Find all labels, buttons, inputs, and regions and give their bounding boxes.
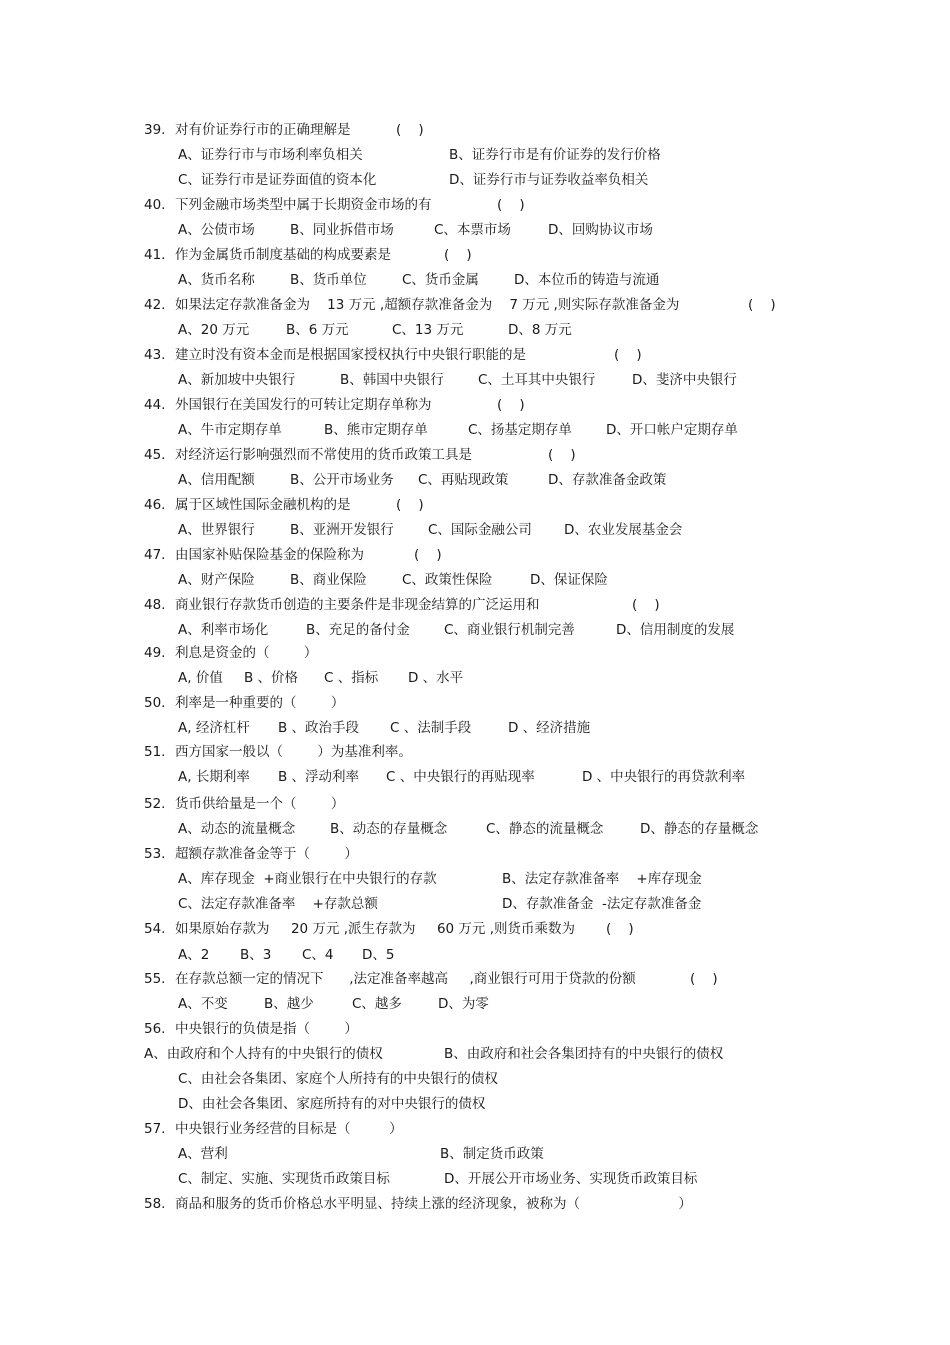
question-stem: 利率是一种重要的（ ） bbox=[175, 695, 345, 711]
option-c: C 、法制手段 bbox=[390, 720, 472, 736]
option-b: B、亚洲开发银行 bbox=[290, 522, 394, 538]
question-number: 58. bbox=[144, 1196, 166, 1212]
option-d: D、开展公开市场业务、实现货币政策目标 bbox=[444, 1171, 698, 1187]
option-a: A、财产保险 bbox=[178, 572, 255, 588]
answer-paren: ( ) bbox=[396, 497, 424, 513]
option-a: A、营利 bbox=[178, 1146, 228, 1162]
question-stem: 对有价证券行市的正确理解是 bbox=[175, 122, 351, 138]
answer-paren: ( ) bbox=[748, 297, 776, 313]
option-b: B 、浮动利率 bbox=[278, 769, 360, 785]
option-d: D 、中央银行的再贷款利率 bbox=[582, 769, 746, 785]
option-a: A、货币名称 bbox=[178, 272, 255, 288]
option-b: B、制定货币政策 bbox=[440, 1146, 544, 1162]
option-b: B、公开市场业务 bbox=[290, 472, 394, 488]
question-number: 51. bbox=[144, 744, 166, 760]
option-d: D、由社会各集团、家庭所持有的对中央银行的债权 bbox=[178, 1096, 486, 1112]
option-d: D、静态的存量概念 bbox=[640, 821, 759, 837]
question-number: 48. bbox=[144, 597, 166, 613]
option-a: A、证券行市与市场利率负相关 bbox=[178, 147, 363, 163]
option-b: B 、价格 bbox=[244, 670, 299, 686]
option-b: B、越少 bbox=[264, 996, 314, 1012]
answer-paren: ( ) bbox=[690, 971, 718, 987]
option-b: B、6 万元 bbox=[286, 322, 349, 338]
option-b: B、由政府和社会各集团持有的中央银行的债权 bbox=[444, 1046, 724, 1062]
option-d: D、存款准备金 -法定存款准备金 bbox=[502, 896, 702, 912]
answer-paren: ( ) bbox=[497, 197, 525, 213]
option-c: C、国际金融公司 bbox=[428, 522, 532, 538]
option-c: C、政策性保险 bbox=[402, 572, 493, 588]
option-c: C、4 bbox=[302, 947, 334, 963]
option-b: B、商业保险 bbox=[290, 572, 367, 588]
question-stem: 如果法定存款准备金为 13 万元 ,超额存款准备金为 7 万元 ,则实际存款准备金为 bbox=[175, 297, 680, 313]
option-c: C、越多 bbox=[352, 996, 402, 1012]
question-stem: 由国家补贴保险基金的保险称为 bbox=[175, 547, 364, 563]
question-stem: 超额存款准备金等于（ ） bbox=[175, 846, 358, 862]
question-stem: 作为金属货币制度基础的构成要素是 bbox=[175, 247, 391, 263]
option-c: C、法定存款准备率 +存款总额 bbox=[178, 896, 378, 912]
option-d: D、证券行市与证券收益率负相关 bbox=[449, 172, 649, 188]
answer-paren: ） bbox=[614, 1196, 692, 1212]
question-number: 41. bbox=[144, 247, 166, 263]
question-number: 39. bbox=[144, 122, 166, 138]
option-a: A、库存现金 +商业银行在中央银行的存款 bbox=[178, 871, 437, 887]
question-stem: 商品和服务的货币价格总水平明显、持续上涨的经济现象，被称为（ bbox=[175, 1196, 580, 1212]
option-d: D、斐济中央银行 bbox=[632, 372, 737, 388]
option-c: C、货币金属 bbox=[402, 272, 479, 288]
question-number: 49. bbox=[144, 645, 166, 661]
question-number: 54. bbox=[144, 921, 166, 937]
answer-paren: ( ) bbox=[414, 547, 442, 563]
question-number: 50. bbox=[144, 695, 166, 711]
option-c: C 、中央银行的再贴现率 bbox=[386, 769, 535, 785]
question-stem: 利息是资金的（ ） bbox=[175, 645, 318, 661]
question-number: 53. bbox=[144, 846, 166, 862]
option-d: D、8 万元 bbox=[508, 322, 572, 338]
question-stem: 中央银行的负债是指（ ） bbox=[175, 1021, 358, 1037]
option-d: D、5 bbox=[362, 947, 395, 963]
option-a: A、公债市场 bbox=[178, 222, 255, 238]
option-b: B、3 bbox=[240, 947, 272, 963]
option-c: C、证券行市是证券面值的资本化 bbox=[178, 172, 377, 188]
option-c: C、再贴现政策 bbox=[418, 472, 509, 488]
question-stem: 建立时没有资本金而是根据国家授权执行中央银行职能的是 bbox=[175, 347, 526, 363]
option-b: B、货币单位 bbox=[290, 272, 367, 288]
option-d: D、回购协议市场 bbox=[548, 222, 653, 238]
option-a: A、世界银行 bbox=[178, 522, 255, 538]
option-a: A、不变 bbox=[178, 996, 228, 1012]
option-d: D 、水平 bbox=[408, 670, 464, 686]
question-number: 42. bbox=[144, 297, 166, 313]
option-a: A、由政府和个人持有的中央银行的债权 bbox=[144, 1046, 383, 1062]
option-a: A、20 万元 bbox=[178, 322, 250, 338]
option-d: D 、经济措施 bbox=[508, 720, 591, 736]
answer-paren: ( ) bbox=[614, 347, 642, 363]
answer-paren: ( ) bbox=[444, 247, 472, 263]
question-number: 56. bbox=[144, 1021, 166, 1037]
question-number: 52. bbox=[144, 796, 166, 812]
option-c: C、制定、实施、实现货币政策目标 bbox=[178, 1171, 390, 1187]
option-c: C、土耳其中央银行 bbox=[478, 372, 596, 388]
question-stem: 货币供给量是一个（ ） bbox=[175, 796, 345, 812]
question-number: 45. bbox=[144, 447, 166, 463]
option-c: C、扬基定期存单 bbox=[468, 422, 572, 438]
option-a: A、新加坡中央银行 bbox=[178, 372, 296, 388]
option-b: B、同业拆借市场 bbox=[290, 222, 394, 238]
option-c: C、由社会各集团、家庭个人所持有的中央银行的债权 bbox=[178, 1071, 498, 1087]
option-b: B、熊市定期存单 bbox=[324, 422, 428, 438]
option-b: B、充足的备付金 bbox=[306, 622, 410, 638]
question-stem: 对经济运行影响强烈而不常使用的货币政策工具是 bbox=[175, 447, 472, 463]
question-number: 46. bbox=[144, 497, 166, 513]
option-a: A、牛市定期存单 bbox=[178, 422, 282, 438]
option-c: C、静态的流量概念 bbox=[486, 821, 604, 837]
option-b: B 、政治手段 bbox=[278, 720, 360, 736]
option-c: C、13 万元 bbox=[392, 322, 464, 338]
option-c: C、本票市场 bbox=[434, 222, 511, 238]
question-number: 40. bbox=[144, 197, 166, 213]
option-b: B、动态的存量概念 bbox=[330, 821, 448, 837]
answer-paren: ( ) bbox=[606, 921, 634, 937]
option-d: D、为零 bbox=[438, 996, 489, 1012]
question-stem: 属于区域性国际金融机构的是 bbox=[175, 497, 351, 513]
answer-paren: ( ) bbox=[497, 397, 525, 413]
question-number: 44. bbox=[144, 397, 166, 413]
option-a: A, 长期利率 bbox=[178, 769, 250, 785]
question-stem: 在存款总额一定的情况下 ,法定准备率越高 ,商业银行可用于贷款的份额 bbox=[175, 971, 636, 987]
option-b: B、法定存款准备率 +库存现金 bbox=[502, 871, 702, 887]
question-number: 57. bbox=[144, 1121, 166, 1137]
option-d: D、保证保险 bbox=[530, 572, 608, 588]
option-d: D、开口帐户定期存单 bbox=[606, 422, 738, 438]
option-a: A、动态的流量概念 bbox=[178, 821, 296, 837]
option-d: D、农业发展基金会 bbox=[564, 522, 683, 538]
option-a: A、2 bbox=[178, 947, 210, 963]
question-number: 43. bbox=[144, 347, 166, 363]
question-stem: 如果原始存款为 20 万元 ,派生存款为 60 万元 ,则货币乘数为 bbox=[175, 921, 576, 937]
question-stem: 中央银行业务经营的目标是（ ） bbox=[175, 1121, 403, 1137]
answer-paren: ( ) bbox=[632, 597, 660, 613]
option-a: A、利率市场化 bbox=[178, 622, 269, 638]
option-a: A, 经济杠杆 bbox=[178, 720, 250, 736]
question-number: 55. bbox=[144, 971, 166, 987]
option-b: B、韩国中央银行 bbox=[340, 372, 444, 388]
option-c: C、商业银行机制完善 bbox=[444, 622, 575, 638]
question-stem: 外国银行在美国发行的可转让定期存单称为 bbox=[175, 397, 432, 413]
answer-paren: ( ) bbox=[548, 447, 576, 463]
option-d: D、本位币的铸造与流通 bbox=[514, 272, 660, 288]
option-b: B、证券行市是有价证券的发行价格 bbox=[449, 147, 661, 163]
question-number: 47. bbox=[144, 547, 166, 563]
option-d: D、信用制度的发展 bbox=[616, 622, 735, 638]
option-d: D、存款准备金政策 bbox=[548, 472, 667, 488]
question-stem: 下列金融市场类型中属于长期资金市场的有 bbox=[175, 197, 432, 213]
option-a: A, 价值 bbox=[178, 670, 223, 686]
question-stem: 西方国家一般以（ ）为基准利率。 bbox=[175, 744, 412, 760]
question-stem: 商业银行存款货币创造的主要条件是非现金结算的广泛运用和 bbox=[175, 597, 540, 613]
answer-paren: ( ) bbox=[396, 122, 424, 138]
option-a: A、信用配额 bbox=[178, 472, 255, 488]
option-c: C 、指标 bbox=[324, 670, 379, 686]
